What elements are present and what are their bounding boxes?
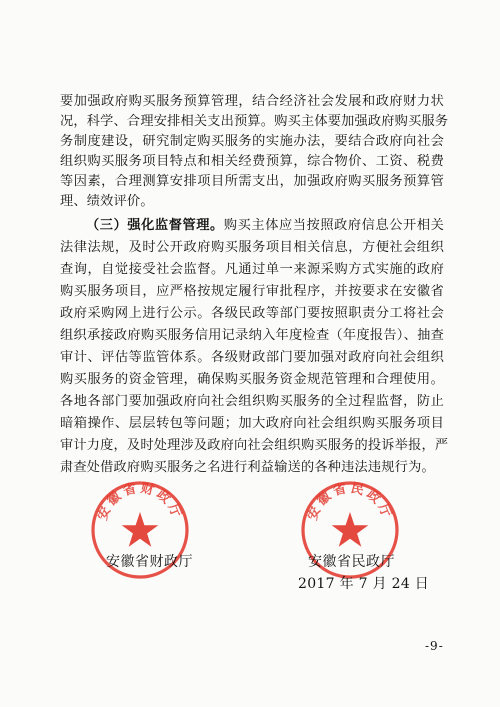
paragraph-line: 组织购买服务项目特点和相关经费预算，综合物价、工资、税费 [60,154,444,169]
section-heading: （三）强化监督管理。 [86,218,224,233]
section-line: 查询，自觉接受社会监督。凡通过单一来源采购方式实施的政府 [60,262,444,277]
document-date: 2017 年 7 月 24 日 [298,576,430,592]
paragraph-line: 理、绩效评价。 [60,194,154,209]
section-line: 购买服务的资金管理，确保购买服务资金规范管理和合理使用。 [60,372,444,387]
section-line: 组织承接政府购买服务信用记录纳入年度检查（年度报告）、抽查 [60,328,444,343]
seal-text: 安徽省财政厅 [95,480,185,523]
section-first-line [60,216,444,236]
section-line: 法律法规，及时公开政府购买服务项目相关信息，方便社会组织 [60,240,444,255]
section-line: 政府采购网上进行公示。各级民政等部门要按照职责分工将社会 [60,306,444,321]
paragraph-line: 况，科学、合理安排相关支出预算。购买主体要加强政府购买服务 [60,114,449,129]
section-line: 购买服务项目，应严格按规定履行审批程序，并按要求在安徽省 [60,284,444,299]
seal-text: 安徽省民政厅 [305,480,395,523]
finance-department-signature: 安徽省财政厅 [106,554,193,570]
section-line: 肃查处借政府购买服务之名进行利益输送的各种违法违规行为。 [60,460,435,475]
paragraph-line: 要加强政府购买服务预算管理，结合经济社会发展和政府财力状 [60,94,444,109]
civil-affairs-department-signature: 安徽省民政厅 [308,554,395,570]
section-line: 各地各部门要加强政府向社会组织购买服务的全过程监督，防止 [60,394,444,409]
section-first-line-text: 购买主体应当按照政府信息公开相关 [223,218,444,233]
section-line: 暗箱操作、层层转包等问题；加大政府向社会组织购买服务项目 [60,416,444,431]
page-number: -9- [425,639,444,653]
section-line: 审计、评估等监管体系。各级财政部门要加强对政府向社会组织 [60,350,444,365]
paragraph-line: 务制度建设，研究制定购买服务的实施办法，要结合政府向社会 [60,134,444,149]
section-line: 审计力度，及时处理涉及政府向社会组织购买服务的投诉举报，严 [60,438,449,453]
paragraph-line: 等因素，合理测算安排项目所需支出，加强政府购买服务预算管 [60,174,444,189]
